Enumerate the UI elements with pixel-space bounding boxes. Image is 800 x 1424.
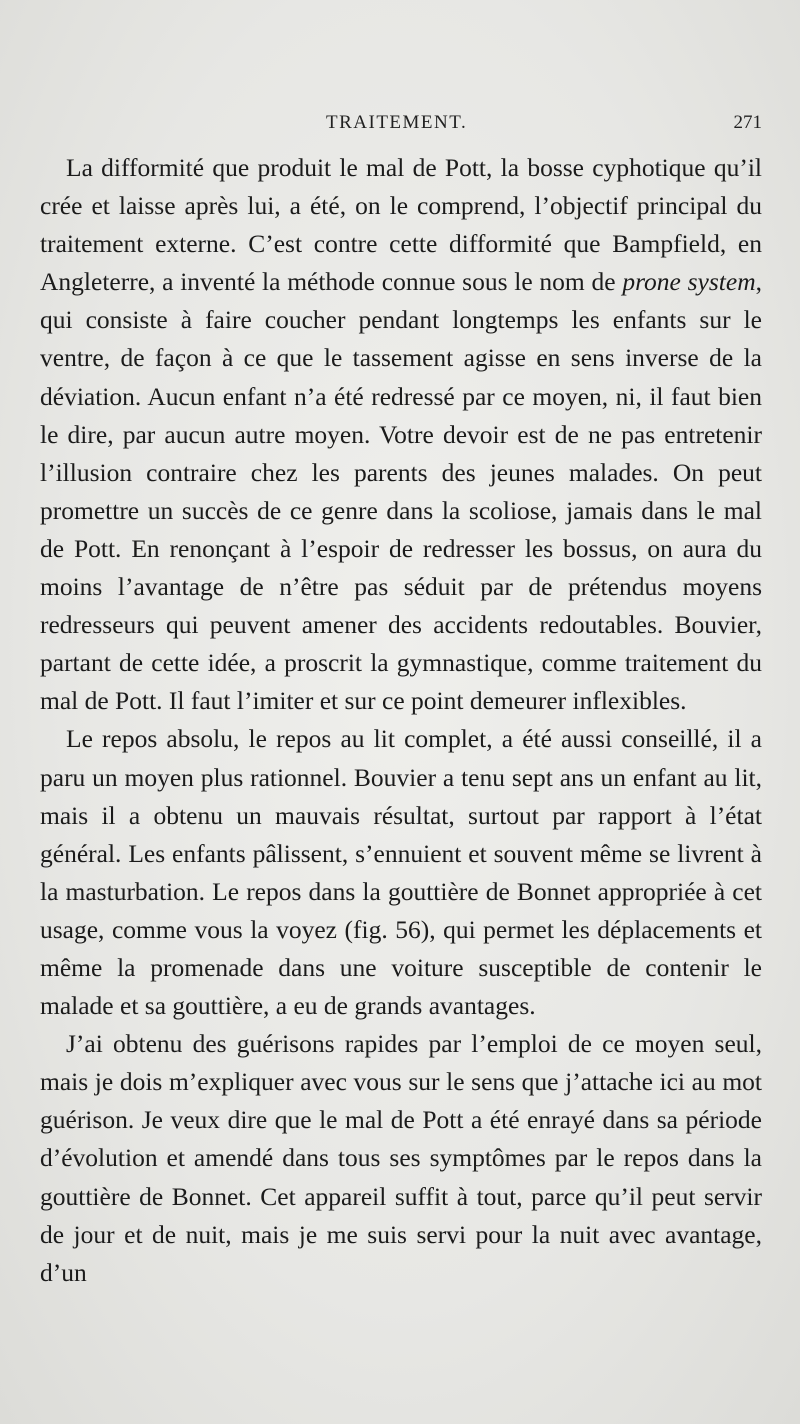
paragraph-1-text-b: , qui consiste à faire coucher pendant longtemps les enfants sur le ventre, de façon à ce que le tassement agisse en sens inverse de la déviation. Aucun enfant n’a été redressé par ce moyen, ni, il faut bien le dire, par aucun autre moyen. Votre devoir est de ne pas entretenir l’illusion contraire chez les parents des jeunes malades. On peut promettre un succès de ce genre dans la scoliose, jamais dans le mal de Pott. En renonçant à l’espoir de redresser les bossus, on aura du moins l’avantage de n’être pas séduit par de prétendus moyens redresseurs qui peuvent amener des accidents redoutables. Bouvier, partant de cette idée, a proscrit la gymnastique, comme traitement du mal de Pott. Il faut l’imiter et sur ce point demeurer inflexibles. xyxy=(40,267,762,716)
page-number: 271 xyxy=(733,112,762,133)
body-text xyxy=(40,149,762,1292)
paragraph-3: J’ai obtenu des guérisons rapides par l’emploi de ce moyen seul, mais je dois m’expliquer avec vous sur le sens que j’attache ici au mot guérison. Je veux dire que le mal de Pott a été enrayé dans sa période d’évolution et amendé dans tous ses symptômes par le repos dans la gouttière de Bonnet. Cet appareil suffit à tout, parce qu’il peut servir de jour et de nuit, mais je me suis servi pour la nuit avec avantage, d’un xyxy=(40,1029,762,1287)
paragraph-1-text-a: La difformité que produit le mal de Pott, la bosse cyphotique qu’il crée et laisse après lui, a été, on le comprend, l’objectif principal du traitement externe. C’est contre cette difformité que Bampfield, en Angleterre, a inventé la méthode connue sous le nom de xyxy=(40,153,762,297)
paragraph-1-italic-term: prone system xyxy=(622,267,756,297)
paragraph-1 xyxy=(40,149,762,720)
running-head: TRAITEMENT. xyxy=(326,112,468,133)
paragraph-2: Le repos absolu, le repos au lit complet, a été aussi conseillé, il a paru un moyen plus rationnel. Bouvier a tenu sept ans un enfant au lit, mais il a obtenu un mauvais résultat, surtout par rapport à l’état général. Les enfants pâlissent, s’ennuient et souvent même se livrent à la masturbation. Le repos dans la gouttière de Bonnet appropriée à cet usage, comme vous la voyez (fig. 56), qui permet les déplacements et même la promenade dans une voiture susceptible de contenir le malade et sa gouttière, a eu de grands avantages. xyxy=(40,724,762,1021)
page-header xyxy=(40,112,762,140)
